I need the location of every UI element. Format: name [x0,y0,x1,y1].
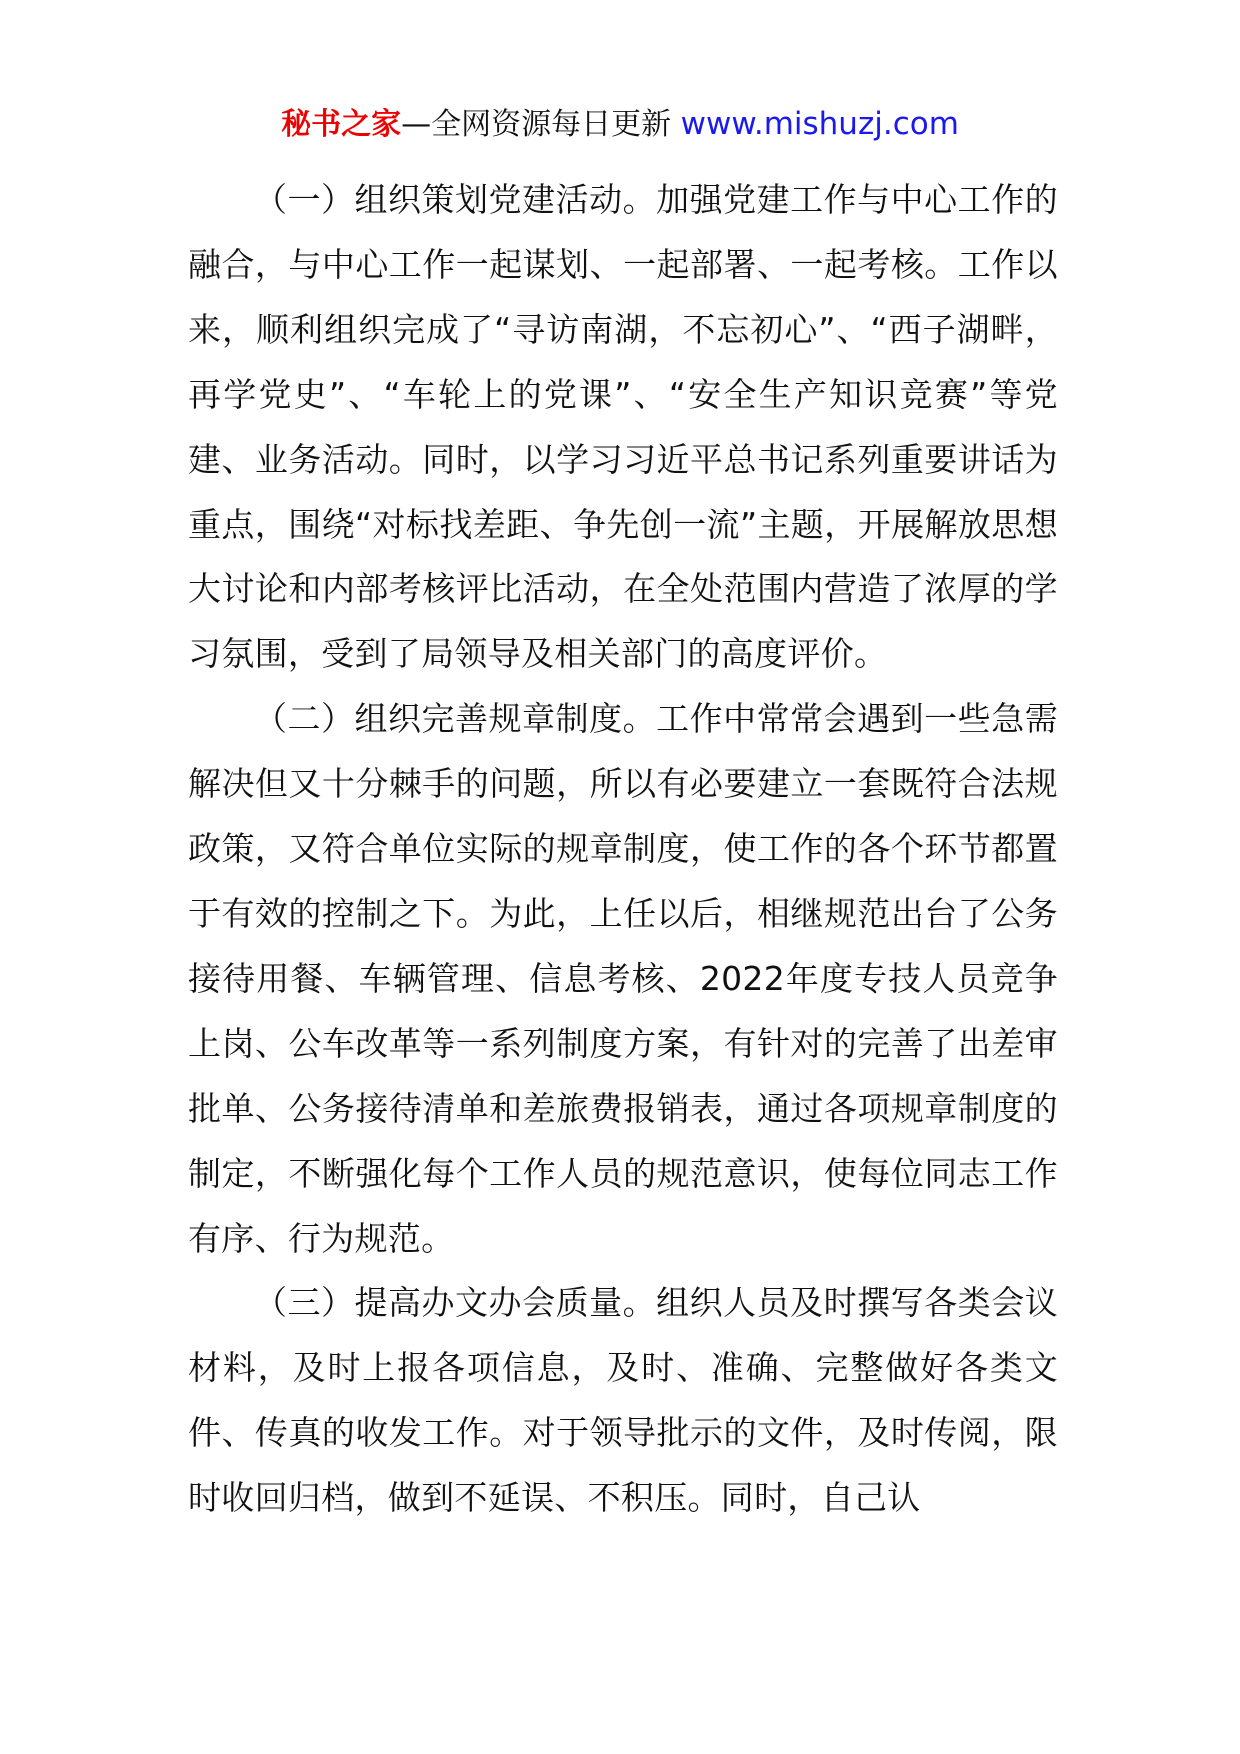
document-body [188,168,1058,1531]
brand-name: 秘书之家 [281,107,402,142]
header-separator: — [401,107,432,142]
site-url-link[interactable]: www.mishuzj.com [680,106,959,142]
paragraph-party-building: （一）组织策划党建活动。加强党建工作与中心工作的融合，与中心工作一起谋划、一起部署、一起考核。工作以来，顺利组织完成了“寻访南湖，不忘初心”、“西子湖畔，再学党史”、“车轮上的党课”、“安全生产知识竞赛”等党建、业务活动。同时，以学习习近平总书记系列重要讲话为重点，围绕“对标找差距、争先创一流”主题，开展解放思想大讨论和内部考核评比活动，在全处范围内营造了浓厚的学习氛围，受到了局领导及相关部门的高度评价。 [188,180,1058,674]
page-header [0,104,1240,145]
paragraph-document-quality: （三）提高办文办会质量。组织人员及时撰写各类会议材料，及时上报各项信息，及时、准确、完整做好各类文件、传真的收发工作。对于领导批示的文件，及时传阅，限时收回归档，做到不延误、不积压。同时，自己认 [188,1283,1058,1518]
paragraph-rules-system: （二）组织完善规章制度。工作中常常会遇到一些急需解决但又十分棘手的问题，所以有必要建立一套既符合法规政策，又符合单位实际的规章制度，使工作的各个环节都置于有效的控制之下。为此，上任以后，相继规范出台了公务接待用餐、车辆管理、信息考核、2022年度专技人员竞争上岗、公车改革等一系列制度方案，有针对的完善了出差审批单、公务接待清单和差旅费报销表，通过各项规章制度的制定，不断强化每个工作人员的规范意识，使每位同志工作有序、行为规范。 [188,699,1058,1258]
header-tagline: 全网资源每日更新 [431,107,681,142]
